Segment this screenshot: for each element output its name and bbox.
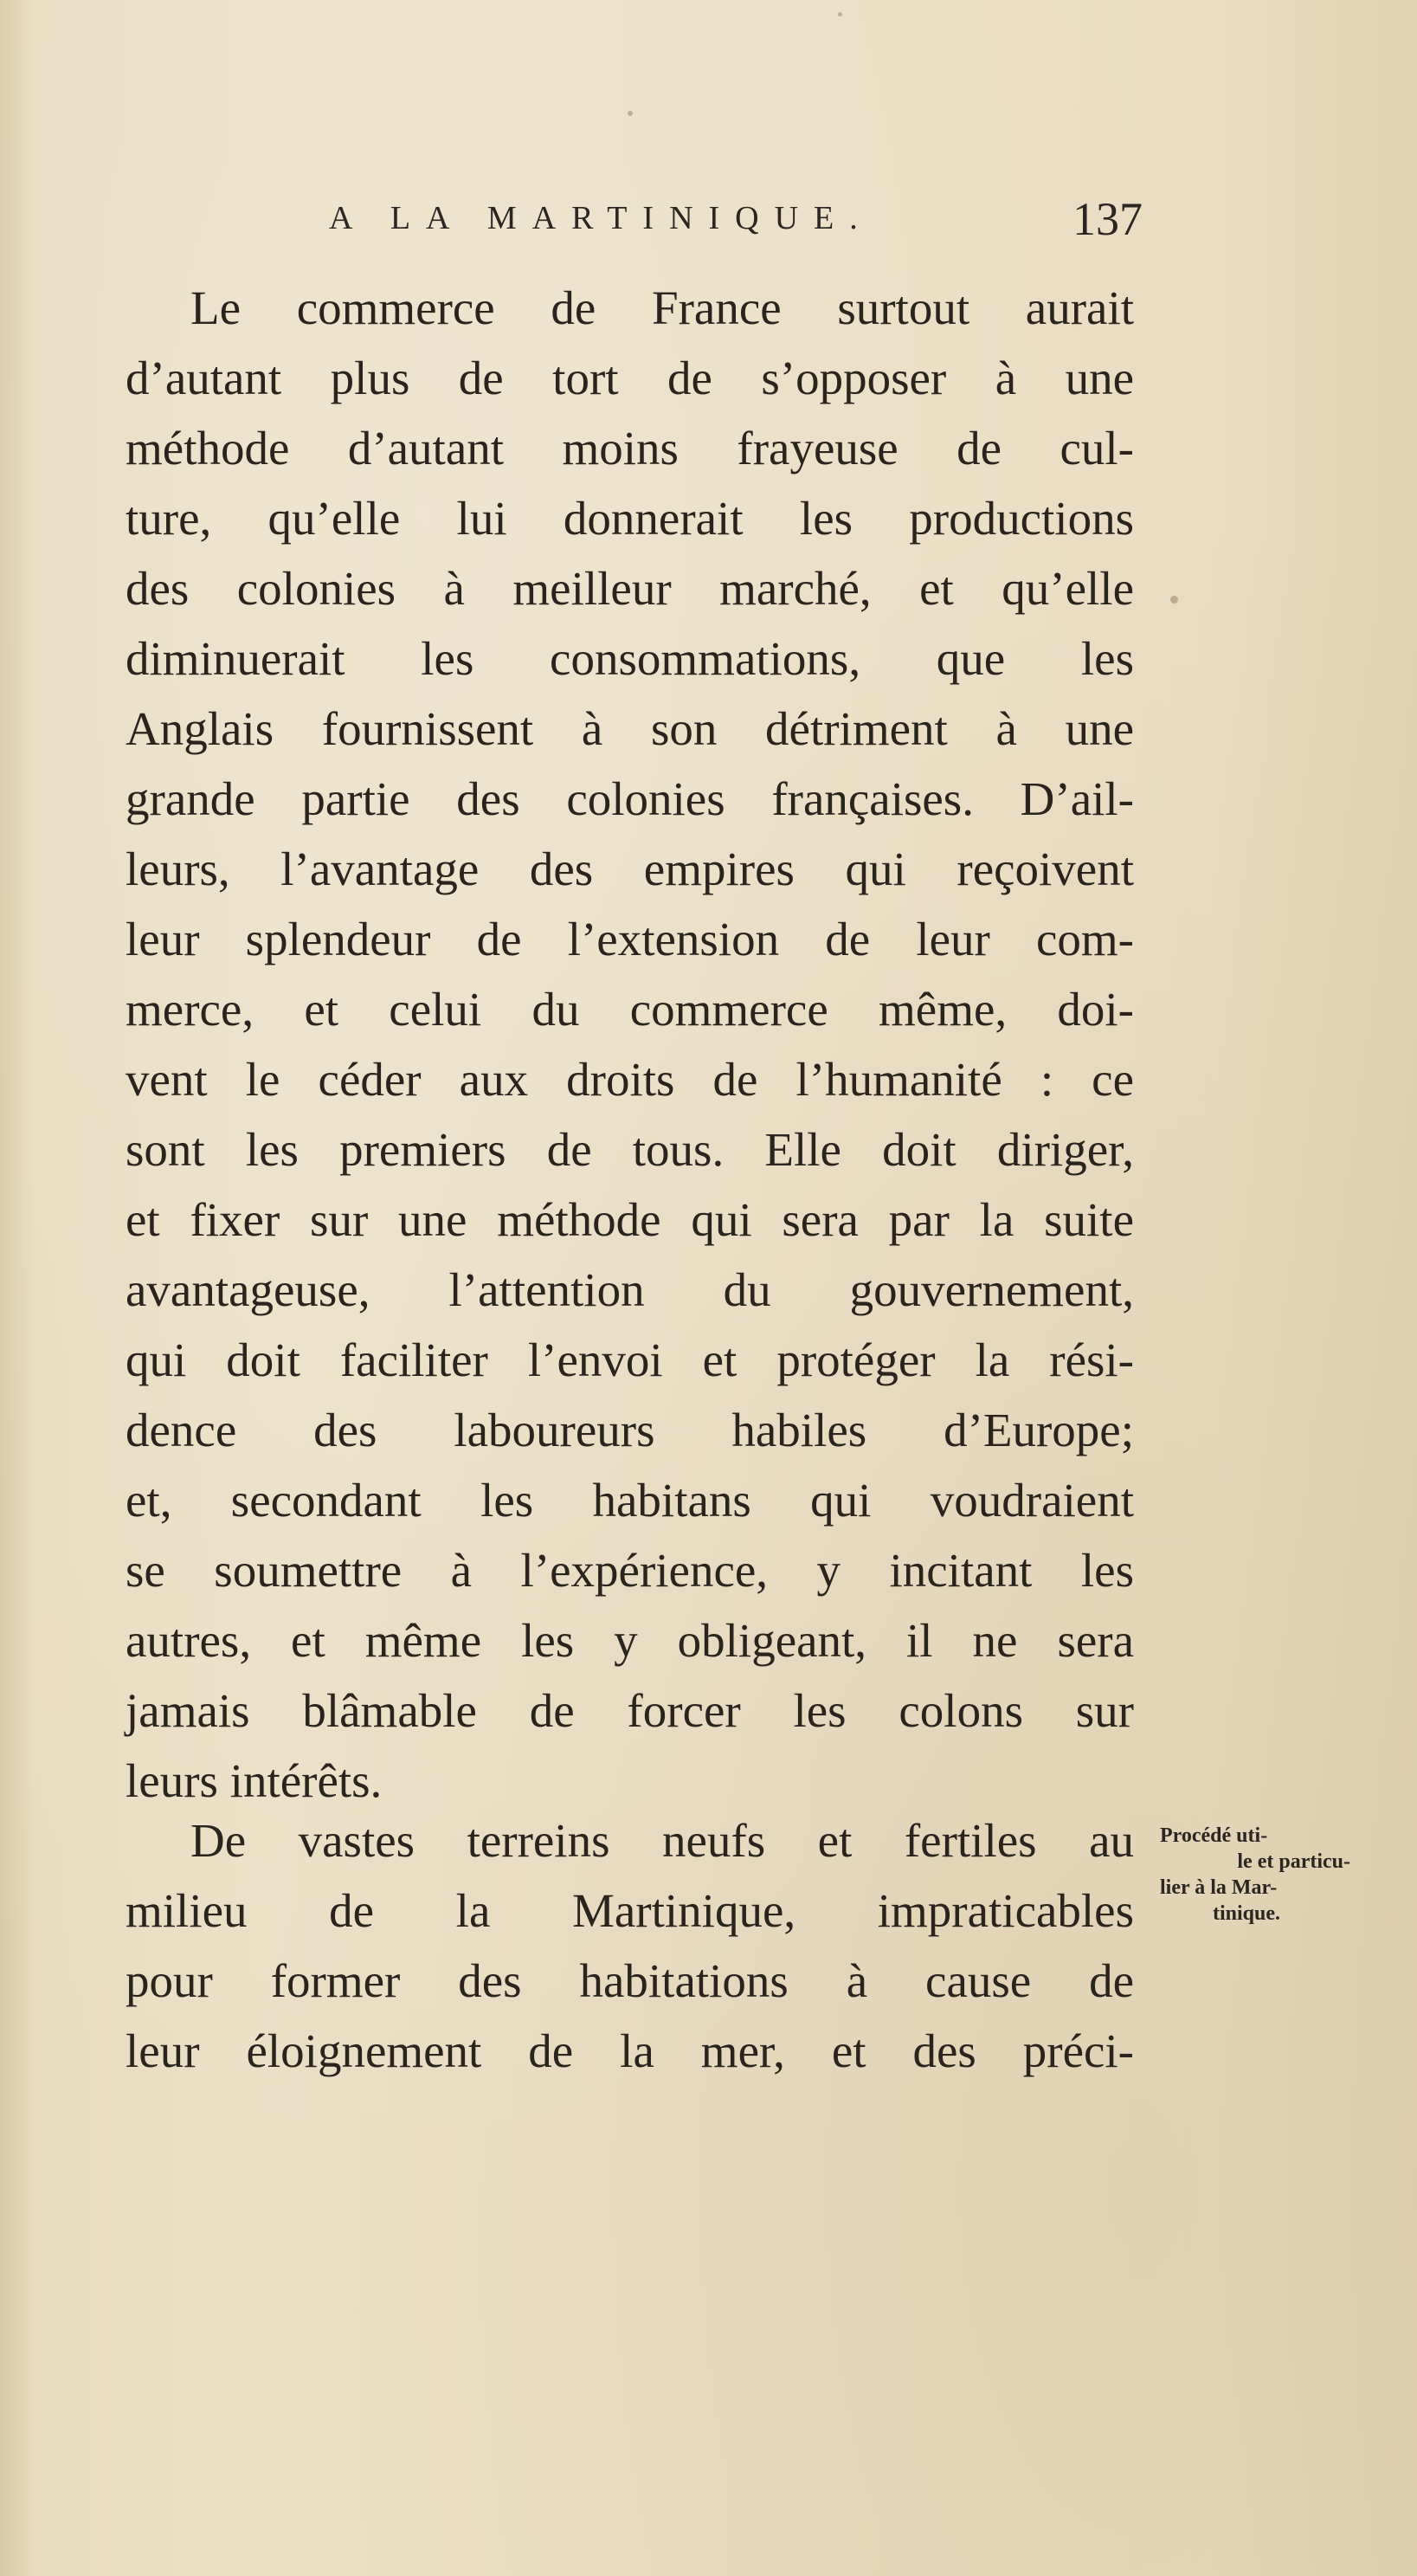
text-line: et, secondant les habitans qui voudraient bbox=[126, 1474, 1134, 1527]
page-header bbox=[329, 192, 1143, 253]
text-line: avantageuse, l’attention du gouvernement, bbox=[126, 1263, 1134, 1316]
marginal-note bbox=[1160, 1823, 1359, 1927]
text-line: dence des laboureurs habiles d’Europe; bbox=[126, 1404, 1134, 1456]
text-line: leur splendeur de l’extension de leur com- bbox=[126, 913, 1134, 965]
text-line: jamais blâmable de forcer les colons sur bbox=[126, 1684, 1134, 1737]
running-title: A LA MARTINIQUE. bbox=[329, 200, 873, 236]
foxing-spot bbox=[838, 12, 842, 16]
text-line: ture, qu’elle lui donnerait les productions bbox=[126, 492, 1134, 545]
text-line: diminuerait les consommations, que les bbox=[126, 632, 1134, 685]
text-line: leurs intérêts. bbox=[126, 1754, 383, 1807]
foxing-spot bbox=[628, 111, 633, 116]
marginal-note-line: tinique. bbox=[1212, 1902, 1281, 1925]
text-line: pour former des habitations à cause de bbox=[126, 1954, 1134, 2007]
text-line: merce, et celui du commerce même, doi- bbox=[126, 983, 1134, 1036]
paragraph-2 bbox=[126, 1805, 1134, 2086]
text-line: grande partie des colonies françaises. D’ail- bbox=[126, 772, 1134, 825]
text-line: Anglais fournissent à son détriment à une bbox=[126, 702, 1134, 755]
text-line: d’autant plus de tort de s’opposer à une bbox=[126, 352, 1134, 404]
text-line: vent le céder aux droits de l’humanité : ce bbox=[126, 1053, 1134, 1106]
paragraph-1 bbox=[126, 273, 1134, 1816]
text-line: méthode d’autant moins frayeuse de cul- bbox=[126, 422, 1134, 475]
marginal-note-line: lier à la Mar- bbox=[1160, 1876, 1278, 1899]
text-line: Le commerce de France surtout aurait bbox=[190, 281, 1134, 334]
text-line: qui doit faciliter l’envoi et protéger la rési- bbox=[126, 1333, 1134, 1386]
marginal-note-line: Procédé uti- bbox=[1160, 1824, 1268, 1847]
marginal-note-line: le et particu- bbox=[1237, 1850, 1350, 1873]
text-line: milieu de la Martinique, impraticables bbox=[126, 1884, 1134, 1937]
text-line: autres, et même les y obligeant, il ne sera bbox=[126, 1614, 1134, 1667]
text-line: leur éloignement de la mer, et des préci- bbox=[126, 2024, 1134, 2077]
foxing-spot bbox=[1170, 596, 1178, 604]
text-line: leurs, l’avantage des empires qui reçoivent bbox=[126, 843, 1134, 895]
text-line: et fixer sur une méthode qui sera par la suite bbox=[126, 1193, 1134, 1246]
text-line: des colonies à meilleur marché, et qu’elle bbox=[126, 562, 1134, 615]
page-number: 137 bbox=[1072, 193, 1143, 245]
text-line: De vastes terreins neufs et fertiles au bbox=[190, 1814, 1134, 1867]
text-line: se soumettre à l’expérience, y incitant les bbox=[126, 1544, 1134, 1597]
text-line: sont les premiers de tous. Elle doit diriger, bbox=[126, 1123, 1134, 1176]
